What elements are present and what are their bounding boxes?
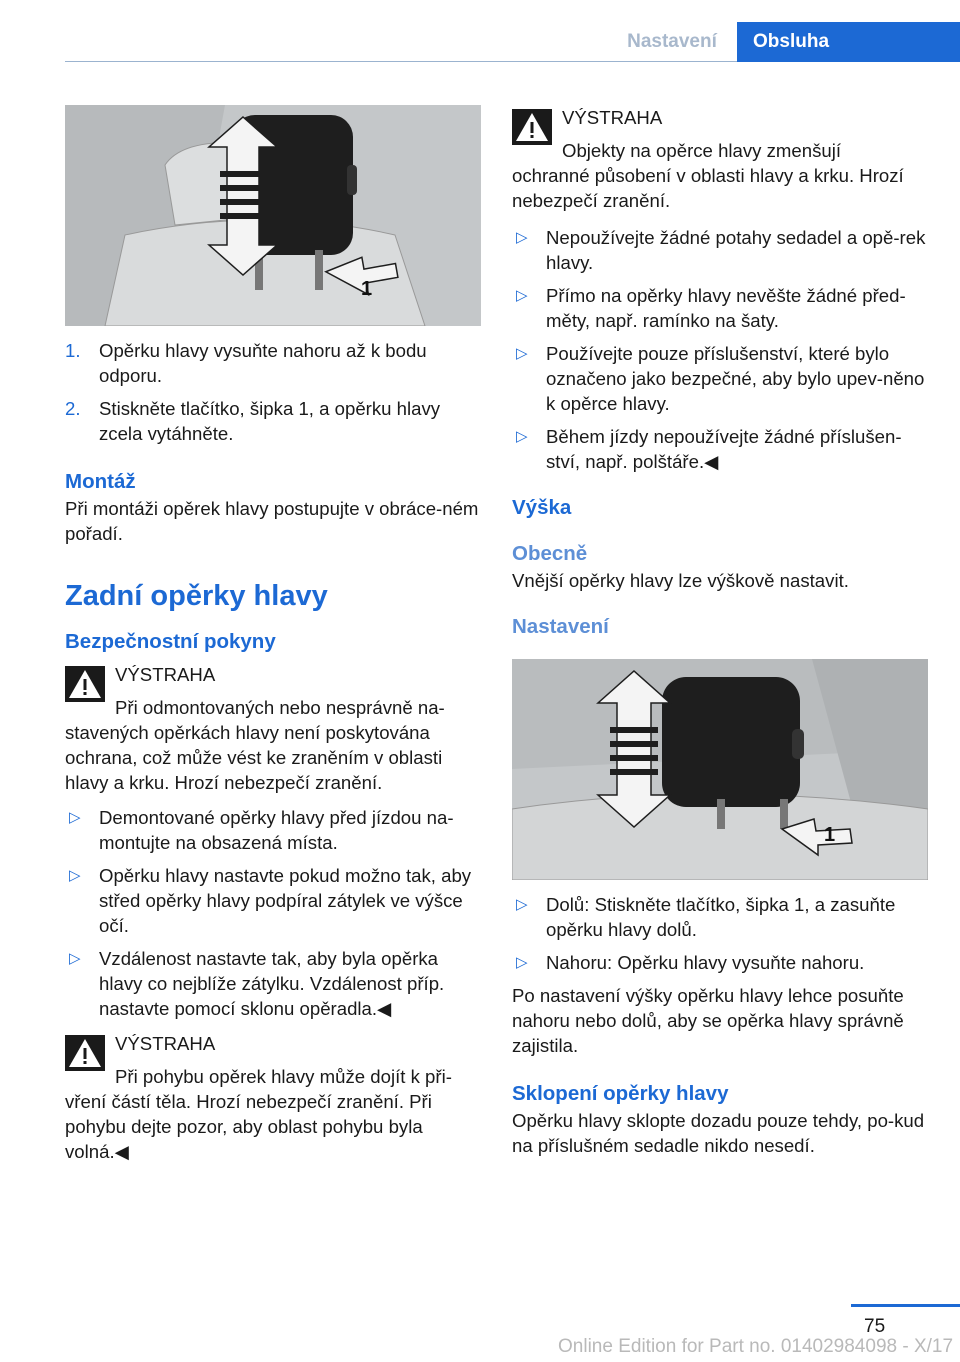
removal-steps xyxy=(65,338,481,446)
bullet-text: Opěrku hlavy nastavte pokud možno tak, aby střed opěrky hlavy podpíral zátylek ve výšce očí. xyxy=(99,865,472,936)
bullet-triangle-icon: ▷ xyxy=(516,287,528,304)
warning-text: vření částí těla. Hrozí nebezpečí zranění. Při pohybu dejte pozor, aby oblast pohybu byla volná.◀ xyxy=(65,1091,432,1162)
warning-triangle-icon xyxy=(65,666,105,702)
bullet-triangle-icon: ▷ xyxy=(69,809,81,826)
heading-sklopeni: Sklopení opěrky hlavy xyxy=(512,1082,729,1105)
warning-block-1 xyxy=(65,662,481,795)
adjust-after-text: Po nastavení výšky opěrku hlavy lehce posuňte nahoru nebo dolů, aby se opěrka hlavy správně zajistila. xyxy=(512,985,904,1056)
heading-vyska: Výška xyxy=(512,496,572,519)
warning-text: ochranné působení v oblasti hlavy a krku. Hrozí nebezpečí zranění. xyxy=(512,165,904,211)
bullet-triangle-icon: ▷ xyxy=(69,867,81,884)
left-column xyxy=(65,105,481,1164)
footer-edition: Online Edition for Part no. 01402984098 - X/17 xyxy=(558,1336,954,1357)
list-item xyxy=(512,892,928,942)
bullet-triangle-icon: ▷ xyxy=(69,950,81,967)
step-text: Opěrku hlavy vysuňte nahoru až k bodu odporu. xyxy=(99,340,427,386)
warning-text: stavených opěrkách hlavy není poskytována ochrana, což může vést ke zraněním v oblasti hlavy a krku. Hrozí nebezpečí zranění. xyxy=(65,722,443,793)
tab-obsluha[interactable]: Obsluha xyxy=(737,22,960,62)
warning-triangle-icon xyxy=(512,109,552,145)
bullet-triangle-icon: ▷ xyxy=(516,428,528,445)
sklopeni-text: Opěrku hlavy sklopte dozadu pouze tehdy, po-kud na příslušném sedadle nikdo nesedí. xyxy=(512,1110,925,1156)
list-item xyxy=(512,950,928,975)
warning-label: VÝSTRAHA xyxy=(562,107,663,128)
bullet-text: Nahoru: Opěrku hlavy vysuňte nahoru. xyxy=(546,952,865,973)
bullet-triangle-icon: ▷ xyxy=(516,896,528,913)
tab-nastaveni[interactable]: Nastavení xyxy=(627,31,717,52)
bullet-text: Používejte pouze příslušenství, které bylo označeno jako bezpečné, aby bylo upev-něno k opěrce hlavy. xyxy=(546,343,925,414)
headrest-figure-1 xyxy=(65,105,481,326)
bullet-triangle-icon: ▷ xyxy=(516,954,528,971)
heading-obecne: Obecně xyxy=(512,542,588,565)
warning-triangle-icon xyxy=(65,1035,105,1071)
list-item xyxy=(65,946,481,1021)
warning-block-2 xyxy=(65,1031,481,1164)
list-item xyxy=(65,338,481,388)
bullet-text: Přímo na opěrky hlavy nevěšte žádné před-měty, např. ramínko na šaty. xyxy=(546,285,906,331)
heading-montaz: Montáž xyxy=(65,470,136,493)
montaz-text: Při montáži opěrek hlavy postupujte v obráce-ném pořadí. xyxy=(65,498,479,544)
list-item xyxy=(512,225,928,275)
right-column xyxy=(512,105,928,1158)
warning-label: VÝSTRAHA xyxy=(115,664,216,685)
list-item xyxy=(512,283,928,333)
step-text: Stiskněte tlačítko, šipka 1, a opěrku hlavy zcela vytáhněte. xyxy=(99,398,441,444)
figure-2-callout: 1 xyxy=(824,824,836,846)
warning-text-first-line: Při odmontovaných nebo nesprávně na- xyxy=(115,697,445,718)
bullet-text: Demontované opěrky hlavy před jízdou na-montujte na obsazená místa. xyxy=(99,807,454,853)
warning-text-first-line: Objekty na opěrce hlavy zmenšují xyxy=(562,140,842,161)
warning-block-3 xyxy=(512,105,928,213)
step-number: 1. xyxy=(65,340,81,361)
accessory-bullets xyxy=(512,225,928,474)
heading-nastaveni: Nastavení xyxy=(512,615,609,638)
obecne-text: Vnější opěrky hlavy lze výškově nastavit. xyxy=(512,570,849,591)
page-number-rule xyxy=(851,1304,960,1307)
list-item xyxy=(512,341,928,416)
list-item xyxy=(512,424,928,474)
bullet-triangle-icon: ▷ xyxy=(516,229,528,246)
list-item xyxy=(65,805,481,855)
headrest-figure-2 xyxy=(512,659,928,880)
warning-text-first-line: Při pohybu opěrek hlavy může dojít k při- xyxy=(115,1066,452,1087)
safety-bullets xyxy=(65,805,481,1021)
adjust-bullets xyxy=(512,892,928,975)
heading-zadni-operky: Zadní opěrky hlavy xyxy=(65,580,328,612)
bullet-text: Nepoužívejte žádné potahy sedadel a opě-rek hlavy. xyxy=(546,227,926,273)
bullet-text: Vzdálenost nastavte tak, aby byla opěrka hlavy co nejblíže zátylku. Vzdálenost příp. nastavte pomocí sklonu opěradla.◀ xyxy=(99,948,445,1019)
warning-label: VÝSTRAHA xyxy=(115,1033,216,1054)
list-item xyxy=(65,396,481,446)
bullet-text: Během jízdy nepoužívejte žádné příslušen-ství, např. polštáře.◀ xyxy=(546,426,902,472)
heading-bezpecnostni-pokyny: Bezpečnostní pokyny xyxy=(65,630,276,653)
step-number: 2. xyxy=(65,398,81,419)
bullet-text: Dolů: Stiskněte tlačítko, šipka 1, a zasuňte opěrku hlavy dolů. xyxy=(546,894,896,940)
bullet-triangle-icon: ▷ xyxy=(516,345,528,362)
page-number: 75 xyxy=(864,1316,886,1337)
list-item xyxy=(65,863,481,938)
figure-1-callout: 1 xyxy=(361,278,373,300)
